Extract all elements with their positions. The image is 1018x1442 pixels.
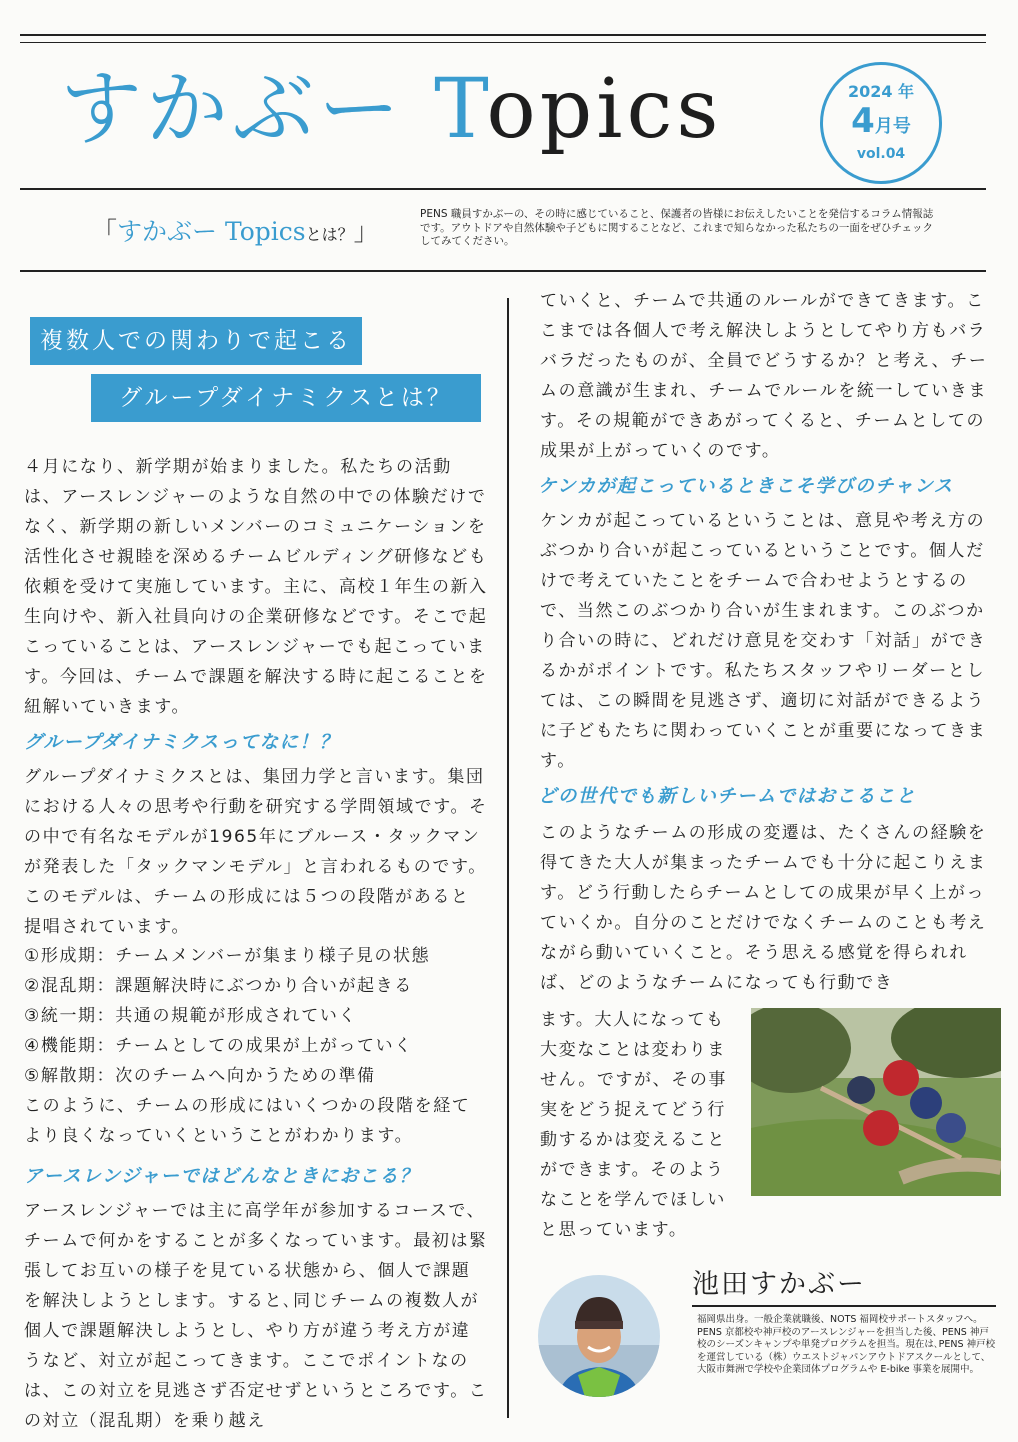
issue-badge: 2024 年 4月号 vol.04: [820, 62, 942, 184]
left-paragraph-4: アースレンジャーでは主に高学年が参加するコースで、チームで何かをすることが多くなっています。最初は緊張してお互いの様子を見ている状態から、個人で課題を解決しようとします。すると､同じチームの複数人が個人で課題解決しようとし、やり方が違う考え方が違うなど、対立が起こってきます。ここでポイントなのは、この対立を見逃さず否定せずというところです。この対立（混乱期）を乗り越え: [24, 1201, 488, 1431]
profile-name: 池田すかぶー: [692, 1269, 866, 1300]
headline-banner-1: 複数人での関わりで起こる: [30, 317, 362, 365]
title-t: T: [434, 62, 487, 157]
left-paragraph-2: グループダイナミクスとは、集団力学と言います。集団における人々の思考や行動を研究する学問領域です。その中で有名なモデルが1965年にブルース・タックマンが発表した「タックマンモデル」と言われるものです。このモデルは、チームの形成には５つの段階があると提唱されています。: [24, 767, 488, 937]
about-text: PENS 職員すかぶーの、その時に感じていること、保護者の皆様にお伝えしたいことを発信するコラム情報誌です。アウトドアや自然体験や子どもに関することなど、これまで知らなかった私たちの一面をぜひチェックしてみてください。: [420, 208, 934, 247]
right-paragraph-2: ケンカが起こっているということは、意見や考え方のぶつかり合いが起こっているということです。個人だけで考えていたことをチームで合わせようとするので、当然このぶつかり合いが生まれます。このぶつかり合いの時に、どれだけ意見を交わす「対話」ができるかがポイントです。私たちスタッフやリーダーとしては、この瞬間を見逃さず、適切に対話ができるように子どもたちに関わっていくことが重要になってきます。: [540, 511, 987, 771]
stage-list: [24, 941, 488, 1091]
right-heading-2: どの世代でも新しいチームではおこること: [538, 786, 917, 807]
column-divider: [507, 298, 509, 1418]
left-heading-2: アースレンジャーではどんなときにおこる？: [24, 1166, 420, 1187]
masthead-title: すかぶー Topics: [60, 62, 723, 157]
right-paragraph-1: ていくと、チームで共通のルールができてきます。ここまでは各個人で考え解決しようとしてやり方もバラバラだったものが、全員でどうするか？と考え、チームの意識が生まれ、チームでルールを統一していきます。その規範ができあがってくると、チームとしての成果が上がっていくのです。: [540, 291, 988, 461]
stage-item: ⑤解散期：次のチームへ向かうための準備: [24, 1066, 376, 1086]
stage-item: ①形成期：チームメンバーが集まり様子見の状態: [24, 946, 431, 966]
stage-item: ②混乱期：課題解決時にぶつかり合いが起きる: [24, 976, 413, 996]
outdoor-activity-photo: [751, 1008, 1001, 1196]
profile-rule: [692, 1305, 996, 1307]
left-heading-1: グループダイナミクスってなに！？: [24, 732, 340, 753]
header-rule: [20, 188, 986, 190]
stage-item: ④機能期：チームとしての成果が上がっていく: [24, 1036, 413, 1056]
right-paragraph-3: このようなチームの形成の変遷は、たくさんの経験を得てきた大人が集まったチームでも十分に起こりえます。どう行動したらチームとしての成果が早く上がっていくか。自分のことだけでなくチームのことも考えながら動いていくこと。そう思える感覚を得られれば、どのようなチームになっても行動でき: [540, 823, 987, 993]
profile-bio: 福岡県出身。一般企業就職後、NOTS 福岡校サポートスタッフへ。PENS 京都校や神戸校のアースレンジャーを担当した後、PENS 神戸校のシーズンキャンプや単発プログラムを担当。現在は､PENS 神戸校を運営している（株）ウエストジャパンアウトドアスクールとして、大阪市舞洲で学校や企業団体プログラムや E-bike 事業を展開中。: [697, 1314, 996, 1375]
stage-item: ③統一期：共通の規範が形成されていく: [24, 1006, 358, 1026]
right-paragraph-4: ます。大人になっても大変なことは変わりません。ですが、その事実をどう捉えてどう行動するかは変えることができます。そのようなことを学んでほしいと思っています。: [540, 1010, 728, 1240]
right-heading-1: ケンカが起こっているときこそ学びのチャンス: [538, 476, 954, 497]
top-rule-thin: [20, 42, 986, 43]
avatar: [538, 1275, 660, 1397]
intro-rule: [20, 270, 986, 272]
top-rule-thick: [20, 34, 986, 36]
about-label: 「すかぶー Topicsとは？」: [92, 217, 379, 246]
left-paragraph-1: ４月になり、新学期が始まりました。私たちの活動は、アースレンジャーのような自然の中での体験だけでなく、新学期の新しいメンバーのコミュニケーションを活性化させ親睦を深めるチームビルディング研修なども依頼を受けて実施しています。主に、高校１年生の新入生向けや、新入社員向けの企業研修などです。そこで起こっていることは、アースレンジャーでも起こっています。今回は、チームで課題を解決する時に起こることを紐解いていきます。: [24, 457, 488, 717]
headline-banner-2: グループダイナミクスとは？: [91, 374, 481, 422]
left-paragraph-3: このように、チームの形成にはいくつかの段階を経てより良くなっていくということがわかります。: [24, 1096, 471, 1146]
